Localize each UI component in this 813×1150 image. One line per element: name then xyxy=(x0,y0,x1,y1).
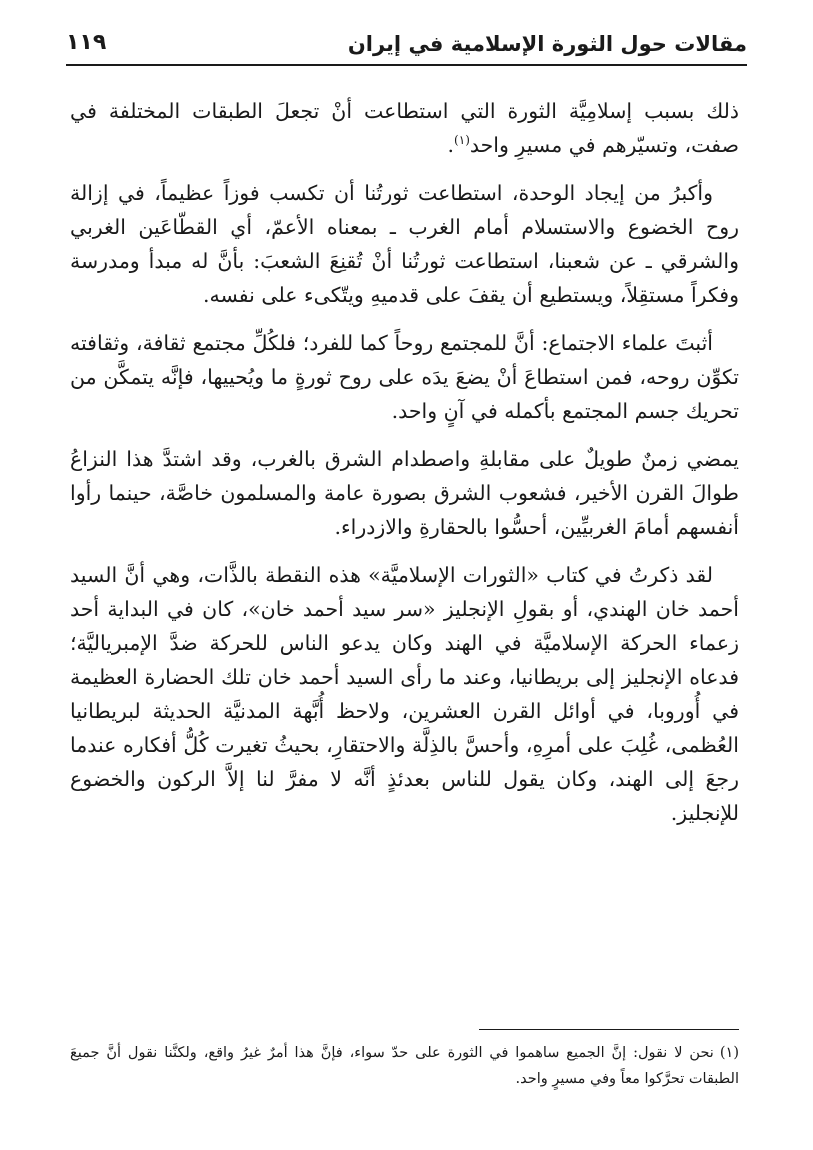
page-number: ١١٩ xyxy=(66,30,107,55)
paragraph-2: وأكبرُ من إيجاد الوحدة، استطاعت ثورتُنا أن تكسب فوزاً عظيماً، في إزالة روح الخضوع والاستسلام أمام الغرب ـ بمعناه الأعمّ، أي القطّاعَين الغربي والشرقي ـ عن شعبنا، استطاعت ثورتُنا أنْ تُقنِعَ الشعبَ: بأنَّ له مبدأ ومدرسة وفكراً مستقِلاً، ويستطيع أن يقفَ على قدميهِ ويتّكىء على نفسه. xyxy=(70,181,739,307)
paragraph-3: أثبتَ علماء الاجتماع: أنَّ للمجتمع روحاً كما للفرد؛ فلكُلِّ مجتمع ثقافة، وثقافته تكوِّن روحه، فمن استطاعَ أنْ يضعَ يدَه على روح ثورةٍ ما ويُحييها، فإنَّه يتمكَّن من تحريك جسم المجتمع بأكمله في آنٍ واحد. xyxy=(70,331,739,423)
paragraph-1-text: ذلك بسبب إسلامِيَّة الثورة التي استطاعت أنْ تجعلَ الطبقات المختلفة في صفت، وتسيّرهم في مسيرِ واحد xyxy=(70,99,739,157)
page-header xyxy=(66,26,747,62)
footnote-text: نحن لا نقول: إنَّ الجميع ساهموا في الثورة على حدّ سواء، فإنَّ هذا أمرٌ غيرُ واقع، ولكنَّنا نقول أنَّ جميعَ الطبقات تحرَّكوا معاً وفي مسيرٍ واحد. xyxy=(70,1045,739,1087)
paragraph-1 xyxy=(70,94,739,162)
paragraph-1-end: . xyxy=(447,133,455,157)
paragraph-5: لقد ذكرتُ في كتاب «الثورات الإسلاميَّة» هذه النقطة بالذَّات، وهي أنَّ السيد أحمد خان الهندي، أو بقولِ الإنجليز «سر سيد أحمد خان»، كان في البداية أحد زعماء الحركة الإسلاميَّة في الهند وكان يدعو الناس للحركة ضدَّ الإمبرياليَّة؛ فدعاه الإنجليز إلى بريطانيا، وعند ما رأى السيد أحمد خان تلك الحضارة العظيمة في أُوروبا، في أوائل القرن العشرين، ولاحظ أُبَّهة المدنيَّة الحديثة لبريطانيا العُظمى، غُلِبَ على أمرِهِ، وأحسَّ بالذِلَّة والاحتقارِ، بحيثُ تغيرت كُلُّ أفكاره عندما رجعَ إلى الهند، وكان يقول للناس بعدئذٍ أنَّه لا مفرَّ لنا إلاَّ الركون والخضوع للإنجليز. xyxy=(70,563,739,825)
footnote-reference[interactable]: (١) xyxy=(454,133,470,148)
paragraph-4: يمضي زمنٌ طويلٌ على مقابلةِ واصطدام الشرق بالغرب، وقد اشتدَّ هذا النزاعُ طوالَ القرن الأخير، فشعوب الشرق بصورة عامة والمسلمون خاصَّة، حينما رأوا أنفسهم أمامَ الغربيِّين، أحسُّوا بالحقارةِ والازدراء. xyxy=(70,447,739,539)
footnote-number: (١) xyxy=(719,1045,739,1061)
running-title: مقالات حول الثورة الإسلامية في إيران xyxy=(347,32,747,56)
footnote xyxy=(70,1040,739,1092)
body-text xyxy=(70,94,739,844)
footnote-rule xyxy=(479,1029,739,1030)
header-rule xyxy=(66,64,747,66)
